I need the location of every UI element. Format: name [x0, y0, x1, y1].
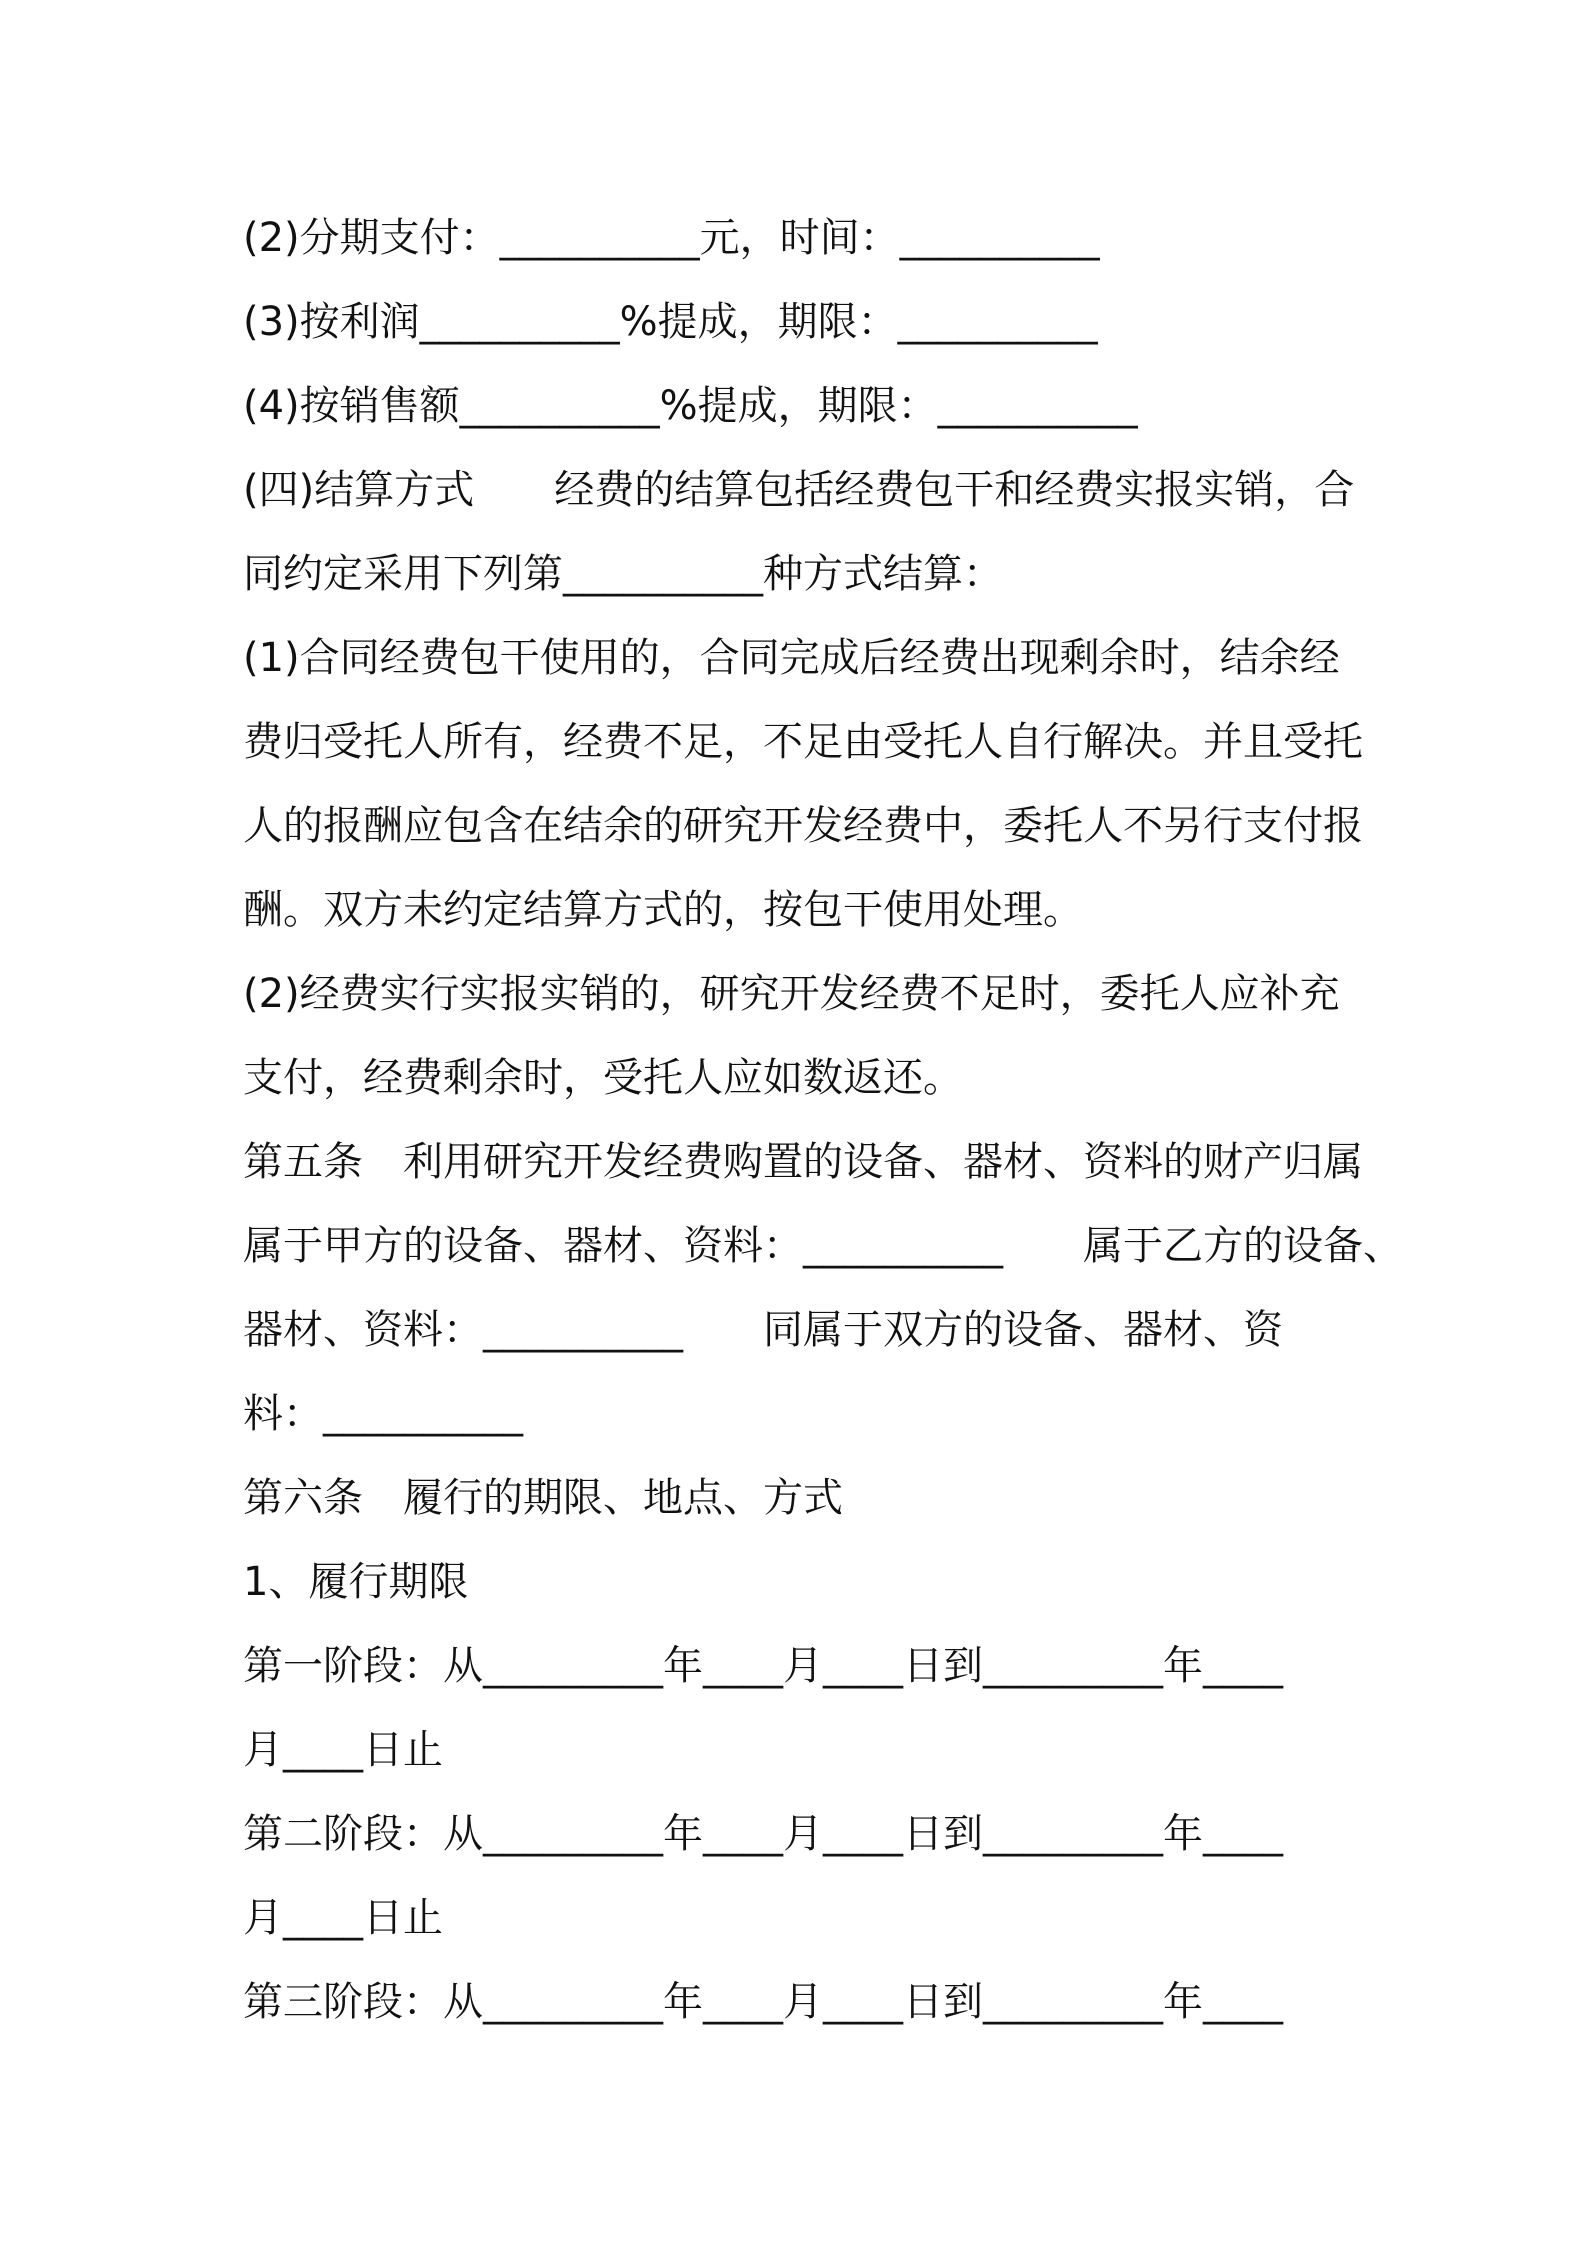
article-five-line-1: 属于甲方的设备、器材、资料：__________ 属于乙方的设备、: [243, 1223, 1403, 1269]
settlement-choice-line: 同约定采用下列第__________种方式结算：: [243, 551, 1003, 597]
document-body: [243, 196, 1403, 2044]
stage-two-line-1: 第二阶段：从_________年____月____日到_________年____: [243, 1811, 1283, 1857]
performance-term-heading: 1、履行期限: [243, 1559, 469, 1605]
article-six-heading: 第六条 履行的期限、地点、方式: [243, 1475, 843, 1521]
stage-one-line-1: 第一阶段：从_________年____月____日到_________年____: [243, 1643, 1283, 1689]
payment-profit-line: (3)按利润__________%提成，期限：__________: [243, 299, 1098, 345]
article-five-line-3: 料：__________: [243, 1391, 523, 1437]
clause-reimbursement-line-1: (2)经费实行实报实销的，研究开发经费不足时，委托人应补充: [243, 971, 1340, 1017]
stage-one-line-2: 月____日止: [243, 1727, 443, 1773]
article-five-heading: 第五条 利用研究开发经费购置的设备、器材、资料的财产归属: [243, 1139, 1363, 1185]
clause-lump-sum-line-1: (1)合同经费包干使用的，合同完成后经费出现剩余时，结余经: [243, 635, 1340, 681]
payment-installment-line: (2)分期支付：__________元，时间：__________: [243, 215, 1100, 261]
clause-lump-sum-line-3: 人的报酬应包含在结余的研究开发经费中，委托人不另行支付报: [243, 803, 1363, 849]
stage-three-line-1: 第三阶段：从_________年____月____日到_________年____: [243, 1979, 1283, 2025]
article-five-line-2: 器材、资料：__________ 同属于双方的设备、器材、资: [243, 1307, 1283, 1353]
clause-lump-sum-line-2: 费归受托人所有，经费不足，不足由受托人自行解决。并且受托: [243, 719, 1363, 765]
clause-reimbursement-line-2: 支付，经费剩余时，受托人应如数返还。: [243, 1055, 963, 1101]
clause-lump-sum-line-4: 酬。双方未约定结算方式的，按包干使用处理。: [243, 887, 1083, 933]
payment-sales-line: (4)按销售额__________%提成，期限：__________: [243, 383, 1138, 429]
settlement-method-line: (四)结算方式 经费的结算包括经费包干和经费实报实销，合: [243, 467, 1355, 513]
stage-two-line-2: 月____日止: [243, 1895, 443, 1941]
